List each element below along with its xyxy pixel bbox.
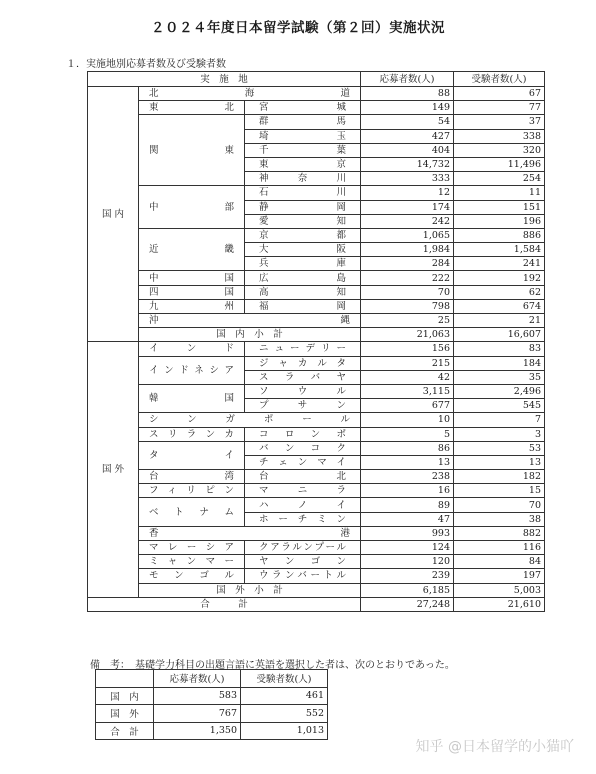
applicants-value: 86 [361,441,454,455]
city-label: ヤ ン ゴ ン [245,555,361,569]
domestic-row [88,285,545,299]
overseas-subtotal-row [88,583,545,597]
city-label: プ サ ン [245,399,361,413]
domestic-label: 国 内 [88,87,139,342]
applicants-value: 12 [361,186,454,200]
overseas-row [88,541,545,555]
english-header-blank [96,670,154,688]
examinees-value: 7 [454,413,545,427]
city-label: ホーチミン [245,512,361,526]
city-label: ウランバートル [245,569,361,583]
country-label: 香 港 [139,526,361,540]
city-label: 台 北 [245,470,361,484]
city-label: コ ロ ン ボ [245,427,361,441]
country-label: モ ン ゴ ル [139,569,245,583]
region-label: 近 畿 [139,228,245,271]
domestic-row [88,228,545,242]
applicants-value: 47 [361,512,454,526]
domestic-row [88,314,545,328]
prefecture-label: 大 阪 [245,243,361,257]
applicants-value: 149 [361,101,454,115]
examinees-value: 1,584 [454,243,545,257]
city-label: ニューデリー [245,342,361,356]
prefecture-label: 京 都 [245,228,361,242]
region-label: 九 州 [139,299,245,313]
total-applicants: 27,248 [361,597,454,611]
country-label: イ ン ド [139,342,245,356]
examinees-value: 184 [454,356,545,370]
applicants-value: 42 [361,370,454,384]
applicants-value: 5 [361,427,454,441]
examinees-value: 882 [454,526,545,540]
overseas-row [88,526,545,540]
grand-total-row [88,597,545,611]
country-label: ベ ト ナ ム [139,498,245,526]
prefecture-label: 石 川 [245,186,361,200]
english-examinees: 461 [241,687,328,705]
country-label: インドネシア [139,356,245,384]
applicants-value: 238 [361,470,454,484]
english-row-label: 合 計 [96,722,154,740]
overseas-row [88,470,545,484]
examinees-value: 674 [454,299,545,313]
examinees-value: 38 [454,512,545,526]
english-applicants: 583 [154,687,241,705]
domestic-row [88,186,545,200]
country-label: タ イ [139,441,245,469]
examinees-value: 62 [454,285,545,299]
english-applicants: 1,350 [154,722,241,740]
prefecture-label: 福 岡 [245,299,361,313]
region-label: 北 海 道 [139,87,361,101]
applicants-value: 1,065 [361,228,454,242]
applicants-value: 13 [361,455,454,469]
applicants-value: 333 [361,172,454,186]
country-label: マレーシア [139,541,245,555]
table-header-row [88,72,545,87]
overseas-row [88,356,545,370]
prefecture-label: 東 京 [245,157,361,171]
overseas-row [88,427,545,441]
subtotal-label: 国 内 小 計 [139,328,361,342]
overseas-row [88,484,545,498]
english-header-examinees: 受験者数(人) [241,670,328,688]
country-label: 韓 国 [139,384,245,412]
examinees-value: 15 [454,484,545,498]
region-label: 沖 縄 [139,314,361,328]
applicants-value: 10 [361,413,454,427]
examinees-value: 254 [454,172,545,186]
examinees-value: 13 [454,455,545,469]
applicants-value: 242 [361,214,454,228]
examinees-value: 338 [454,129,545,143]
city-label: チェンマイ [245,455,361,469]
region-label: 東 北 [139,101,245,115]
region-label: 中 部 [139,186,245,229]
header-applicants: 応募者数(人) [361,72,454,87]
applicants-value: 16 [361,484,454,498]
applicants-value: 284 [361,257,454,271]
applicants-value: 25 [361,314,454,328]
examinees-value: 11 [454,186,545,200]
examinees-value: 84 [454,555,545,569]
city-label: ジャカルタ [245,356,361,370]
english-row-label: 国 外 [96,705,154,723]
examinees-value: 545 [454,399,545,413]
examinees-value: 11,496 [454,157,545,171]
country-label: シンガポール [139,413,361,427]
overseas-row [88,569,545,583]
prefecture-label: 兵 庫 [245,257,361,271]
city-label: ハ ノ イ [245,498,361,512]
prefecture-label: 神 奈 川 [245,172,361,186]
region-label: 四 国 [139,285,245,299]
city-label: クアラルンプール [245,541,361,555]
prefecture-label: 埼 玉 [245,129,361,143]
english-header-row [96,670,328,688]
applicants-value: 14,732 [361,157,454,171]
prefecture-label: 千 葉 [245,143,361,157]
section-heading: １．実施地別応募者数及び受験者数 [66,59,226,70]
domestic-subtotal-row [88,328,545,342]
applicants-value: 124 [361,541,454,555]
applicants-value: 993 [361,526,454,540]
english-row [96,705,328,723]
subtotal-examinees: 5,003 [454,583,545,597]
watermark: 知乎 @日本留学的小猫吖 [415,739,574,755]
subtotal-label: 国 外 小 計 [139,583,361,597]
overseas-row [88,384,545,398]
country-label: 台 湾 [139,470,245,484]
applicants-value: 89 [361,498,454,512]
examinees-value: 320 [454,143,545,157]
total-examinees: 21,610 [454,597,545,611]
applicants-value: 88 [361,87,454,101]
city-label: スラバヤ [245,370,361,384]
english-row [96,687,328,705]
applicants-value: 404 [361,143,454,157]
prefecture-label: 愛 知 [245,214,361,228]
examinees-value: 3 [454,427,545,441]
header-examinees: 受験者数(人) [454,72,545,87]
remark-note: 備 考： 基礎学力科目の出題言語に英語を選択した者は、次のとおりであった。 [90,660,455,671]
overseas-row [88,555,545,569]
domestic-row [88,101,545,115]
applicants-value: 54 [361,115,454,129]
english-header-applicants: 応募者数(人) [154,670,241,688]
applicants-value: 120 [361,555,454,569]
applicants-value: 70 [361,285,454,299]
region-label: 関 東 [139,115,245,186]
examinees-value: 116 [454,541,545,555]
region-label: 中 国 [139,271,245,285]
overseas-label: 国 外 [88,342,139,597]
domestic-row [88,87,545,101]
total-label: 合 計 [88,597,361,611]
examinees-value: 192 [454,271,545,285]
subtotal-applicants: 6,185 [361,583,454,597]
applicants-value: 215 [361,356,454,370]
prefecture-label: 高 知 [245,285,361,299]
examinees-value: 53 [454,441,545,455]
overseas-row [88,342,545,356]
english-table [95,669,328,740]
examinees-value: 2,496 [454,384,545,398]
country-label: スリランカ [139,427,245,441]
page-title: ２０２４年度日本留学試験（第２回）実施状況 [151,20,445,36]
results-table [87,71,545,612]
city-label: マ ニ ラ [245,484,361,498]
examinees-value: 35 [454,370,545,384]
examinees-value: 197 [454,569,545,583]
domestic-row [88,271,545,285]
subtotal-examinees: 16,607 [454,328,545,342]
examinees-value: 77 [454,101,545,115]
applicants-value: 156 [361,342,454,356]
city-label: バ ン コ ク [245,441,361,455]
examinees-value: 151 [454,200,545,214]
applicants-value: 677 [361,399,454,413]
english-row [96,722,328,740]
applicants-value: 222 [361,271,454,285]
applicants-value: 239 [361,569,454,583]
applicants-value: 174 [361,200,454,214]
prefecture-label: 宮 城 [245,101,361,115]
examinees-value: 182 [454,470,545,484]
country-label: フィリピン [139,484,245,498]
domestic-row [88,115,545,129]
examinees-value: 83 [454,342,545,356]
overseas-row [88,441,545,455]
prefecture-label: 静 岡 [245,200,361,214]
applicants-value: 427 [361,129,454,143]
examinees-value: 67 [454,87,545,101]
header-location: 実 施 地 [88,72,361,87]
applicants-value: 3,115 [361,384,454,398]
examinees-value: 241 [454,257,545,271]
english-applicants: 767 [154,705,241,723]
english-examinees: 552 [241,705,328,723]
domestic-row [88,299,545,313]
examinees-value: 70 [454,498,545,512]
prefecture-label: 群 馬 [245,115,361,129]
overseas-row [88,413,545,427]
examinees-value: 37 [454,115,545,129]
english-examinees: 1,013 [241,722,328,740]
examinees-value: 21 [454,314,545,328]
subtotal-applicants: 21,063 [361,328,454,342]
country-label: ミャンマー [139,555,245,569]
applicants-value: 1,984 [361,243,454,257]
overseas-row [88,498,545,512]
applicants-value: 798 [361,299,454,313]
english-row-label: 国 内 [96,687,154,705]
city-label: ソ ウ ル [245,384,361,398]
examinees-value: 196 [454,214,545,228]
examinees-value: 886 [454,228,545,242]
prefecture-label: 広 島 [245,271,361,285]
